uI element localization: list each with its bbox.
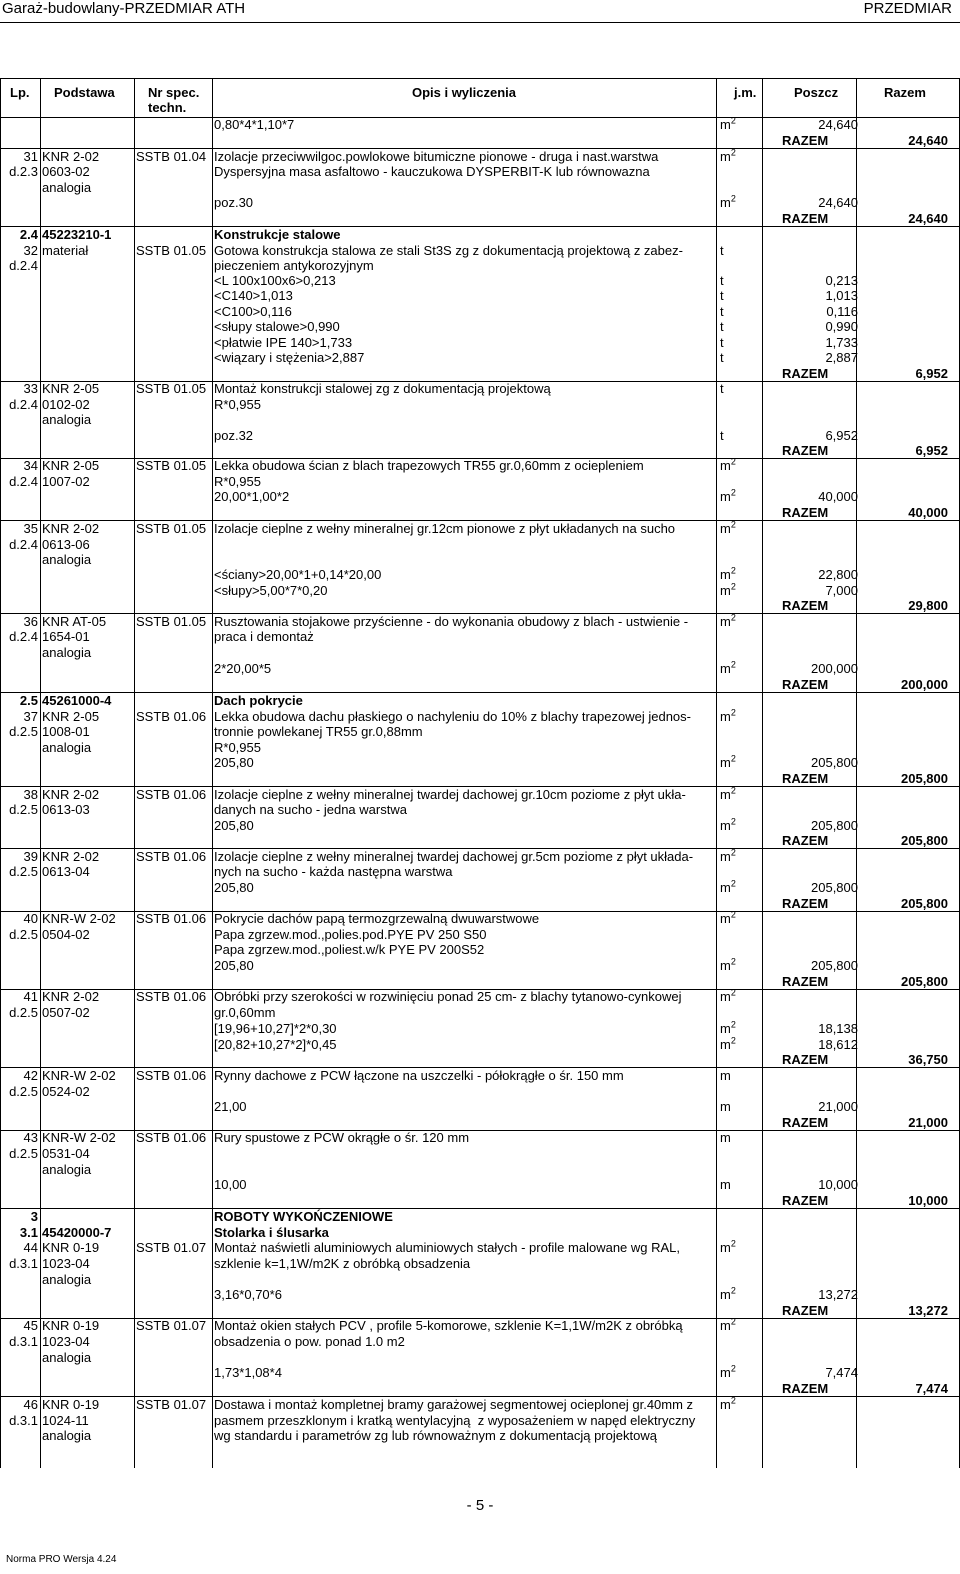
row-description: 2*20,00*5 xyxy=(214,661,272,676)
row-unit: t xyxy=(720,350,724,365)
row-lp: 45 xyxy=(23,1318,38,1333)
column-header-razem: Razem xyxy=(884,85,926,100)
table-column-border xyxy=(40,78,41,1468)
razem-label: RAZEM xyxy=(782,211,829,226)
row-podstawa: KNR 2-05 xyxy=(42,381,100,396)
row-podstawa: 1654-01 xyxy=(42,629,90,644)
row-description: 21,00 xyxy=(214,1099,247,1114)
razem-label: RAZEM xyxy=(782,598,829,613)
row-quantity: 205,800 xyxy=(811,818,858,833)
row-podstawa: 0507-02 xyxy=(42,1005,90,1020)
row-lp: 2.5 xyxy=(19,693,38,708)
row-lp: d.2.4 xyxy=(9,537,38,552)
row-unit: t xyxy=(720,243,724,258)
razem-value: 205,800 xyxy=(901,974,948,989)
row-description: nych na sucho - każda następna warstwa xyxy=(214,864,453,879)
column-header-lp: Lp. xyxy=(10,85,30,100)
table-column-border xyxy=(212,78,213,1468)
row-description: <C100>0,116 xyxy=(214,304,292,319)
column-header-techn: techn. xyxy=(148,100,187,115)
row-quantity: 0,213 xyxy=(825,273,858,288)
row-lp: 2.4 xyxy=(19,227,38,242)
row-podstawa: materiał xyxy=(42,243,89,258)
row-unit: $m^2$ xyxy=(720,878,736,895)
row-podstawa: 0524-02 xyxy=(42,1084,90,1099)
row-description: R*0,955 xyxy=(214,397,261,412)
row-quantity: 24,640 xyxy=(818,195,858,210)
razem-label: RAZEM xyxy=(782,677,829,692)
row-unit: $m^2$ xyxy=(720,193,736,210)
razem-value: 24,640 xyxy=(908,133,948,148)
row-divider xyxy=(0,1208,960,1209)
row-lp: d.3.1 xyxy=(9,1334,38,1349)
row-lp: 42 xyxy=(23,1068,38,1083)
row-description: Dyspersyjna masa asfaltowo - kauczukowa DYSPERBIT-K lub równowazna xyxy=(214,164,650,179)
razem-label: RAZEM xyxy=(782,1303,829,1318)
row-unit: $m^2$ xyxy=(720,612,736,629)
row-quantity: 10,000 xyxy=(818,1177,858,1192)
document-title: Garaż-budowlany-PRZEDMIAR ATH xyxy=(2,0,246,17)
row-unit: t xyxy=(720,381,724,396)
razem-value: 21,000 xyxy=(908,1115,948,1130)
row-description: 205,80 xyxy=(214,958,254,973)
document-type: PRZEDMIAR xyxy=(863,0,952,17)
section-heading: Stolarka i ślusarka xyxy=(214,1225,329,1240)
row-description: wg standardu i parametrów zg lub równoważnym z dokumentacją projektową xyxy=(214,1428,657,1443)
row-lp: d.2.4 xyxy=(9,629,38,644)
razem-value: 205,800 xyxy=(901,833,948,848)
row-podstawa: 0102-02 xyxy=(42,397,90,412)
row-podstawa: KNR AT-05 xyxy=(42,614,107,629)
column-header-opis: Opis i wyliczenia xyxy=(411,85,517,100)
row-description: 205,80 xyxy=(214,880,254,895)
table-column-border xyxy=(716,78,717,1468)
row-podstawa: KNR 0-19 xyxy=(42,1397,100,1412)
row-description: Rynny dachowe z PCW łączone na uszczelki - półokrągłe o śr. 150 mm xyxy=(214,1068,624,1083)
razem-label: RAZEM xyxy=(782,366,829,381)
row-description: Dostawa i montaż kompletnej bramy garażowej segmentowej ocieplonej gr.40mm z xyxy=(214,1397,694,1412)
row-description: Gotowa konstrukcja stalowa ze stali St3S zg z dokumentacją projektową z zabez- xyxy=(214,243,683,258)
row-lp: 35 xyxy=(23,521,38,536)
row-unit: m xyxy=(720,1099,731,1114)
row-unit: $m^2$ xyxy=(720,1395,736,1412)
row-lp: d.2.5 xyxy=(9,1084,38,1099)
razem-value: 6,952 xyxy=(915,443,948,458)
row-description: 205,80 xyxy=(214,818,254,833)
row-podstawa: KNR 2-02 xyxy=(42,521,100,536)
row-lp: 31 xyxy=(23,149,38,164)
row-description: Montaż okien stałych PCV , profile 5-komorowe, szklenie K=1,1W/m2K z obróbką xyxy=(214,1318,683,1333)
row-podstawa: 0531-04 xyxy=(42,1146,90,1161)
razem-value: 13,272 xyxy=(908,1303,948,1318)
row-quantity: 1,733 xyxy=(825,335,858,350)
row-lp: 33 xyxy=(23,381,38,396)
row-description: Obróbki przy szerokości w rozwinięciu ponad 25 cm- z blachy tytanowo-cynkowej xyxy=(214,989,682,1004)
row-unit: $m^2$ xyxy=(720,1363,736,1380)
row-lp: 39 xyxy=(23,849,38,864)
row-lp: d.3.1 xyxy=(9,1413,38,1428)
column-header-poszcz: Poszcz xyxy=(794,85,839,100)
razem-label: RAZEM xyxy=(782,974,829,989)
row-podstawa: KNR 2-02 xyxy=(42,149,100,164)
razem-label: RAZEM xyxy=(782,1381,829,1396)
row-unit: $m^2$ xyxy=(720,1035,736,1052)
row-description: 0,80*4*1,10*7 xyxy=(214,117,295,132)
row-lp: d.2.5 xyxy=(9,724,38,739)
row-description: pieczeniem antykorozyjnym xyxy=(214,258,374,273)
table-column-border xyxy=(762,78,763,1468)
row-description: 205,80 xyxy=(214,755,254,770)
razem-label: RAZEM xyxy=(782,443,829,458)
row-unit: $m^2$ xyxy=(720,487,736,504)
row-podstawa: 45261000-4 xyxy=(42,693,112,708)
row-lp: 38 xyxy=(23,787,38,802)
row-podstawa: analogia xyxy=(42,740,92,755)
column-header-podstawa: Podstawa xyxy=(54,85,115,100)
row-description: <C140>1,013 xyxy=(214,288,293,303)
row-unit: t xyxy=(720,319,724,334)
row-lp: d.3.1 xyxy=(9,1256,38,1271)
row-podstawa: KNR 0-19 xyxy=(42,1318,100,1333)
razem-label: RAZEM xyxy=(782,133,829,148)
row-quantity: 40,000 xyxy=(818,489,858,504)
row-description: [20,82+10,27*2]*0,45 xyxy=(214,1037,337,1052)
row-unit: $m^2$ xyxy=(720,1238,736,1255)
row-quantity: 18,612 xyxy=(818,1037,858,1052)
row-unit: $m^2$ xyxy=(720,1019,736,1036)
row-description: pasmem przeszklonym i kratką wentylacyjną z wyposażeniem w napęd elektryczny xyxy=(214,1413,696,1428)
row-podstawa: 0504-02 xyxy=(42,927,90,942)
row-description: <L 100x100x6>0,213 xyxy=(214,273,336,288)
row-podstawa: 1024-11 xyxy=(42,1413,89,1428)
row-podstawa: analogia xyxy=(42,1272,92,1287)
row-description: <słupy stalowe>0,990 xyxy=(214,319,340,334)
header-divider xyxy=(0,22,960,23)
razem-value: 29,800 xyxy=(908,598,948,613)
row-unit: $m^2$ xyxy=(720,519,736,536)
row-quantity: 200,000 xyxy=(811,661,858,676)
row-podstawa: KNR-W 2-02 xyxy=(42,1130,116,1145)
row-spec: SSTB 01.06 xyxy=(136,1130,207,1145)
row-spec: SSTB 01.06 xyxy=(136,989,207,1004)
row-quantity: 22,800 xyxy=(818,567,858,582)
row-spec: SSTB 01.05 xyxy=(136,521,207,536)
row-spec: SSTB 01.06 xyxy=(136,849,207,864)
row-podstawa: 45420000-7 xyxy=(42,1225,112,1240)
row-quantity: 13,272 xyxy=(818,1287,858,1302)
row-description: szklenie k=1,1W/m2K z obróbką obsadzenia xyxy=(214,1256,471,1271)
row-podstawa: analogia xyxy=(42,645,92,660)
row-lp: d.2.5 xyxy=(9,802,38,817)
table-column-border xyxy=(0,78,1,1468)
row-podstawa: analogia xyxy=(42,1428,92,1443)
row-podstawa: KNR 2-02 xyxy=(42,849,100,864)
row-lp: d.2.5 xyxy=(9,1005,38,1020)
row-spec: SSTB 01.05 xyxy=(136,614,207,629)
row-podstawa: analogia xyxy=(42,552,92,567)
row-unit: $m^2$ xyxy=(720,147,736,164)
section-heading: ROBOTY WYKOŃCZENIOWE xyxy=(214,1209,393,1224)
row-unit: $m^2$ xyxy=(720,956,736,973)
razem-value: 6,952 xyxy=(915,366,948,381)
row-unit: $m^2$ xyxy=(720,565,736,582)
row-quantity: 6,952 xyxy=(825,428,858,443)
row-description: Lekka obudowa ścian z blach trapezowych TR55 gr.0,60mm z ociepleniem xyxy=(214,458,644,473)
row-podstawa: 0613-04 xyxy=(42,864,90,879)
table-column-border xyxy=(856,78,857,1468)
row-quantity: 0,990 xyxy=(825,319,858,334)
row-podstawa: 1008-01 xyxy=(42,724,90,739)
razem-value: 205,800 xyxy=(901,896,948,911)
row-unit: $m^2$ xyxy=(720,753,736,770)
row-unit: $m^2$ xyxy=(720,987,736,1004)
row-description: poz.30 xyxy=(214,195,254,210)
row-unit: $m^2$ xyxy=(720,847,736,864)
row-description: 1,73*1,08*4 xyxy=(214,1365,282,1380)
razem-label: RAZEM xyxy=(782,1115,829,1130)
row-unit: t xyxy=(720,273,724,288)
row-description: [19,96+10,27]*2*0,30 xyxy=(214,1021,337,1036)
row-quantity: 21,000 xyxy=(818,1099,858,1114)
row-podstawa: 1007-02 xyxy=(42,474,90,489)
razem-label: RAZEM xyxy=(782,1193,829,1208)
row-unit: $m^2$ xyxy=(720,909,736,926)
row-quantity: 18,138 xyxy=(818,1021,858,1036)
section-heading: Dach pokrycie xyxy=(214,693,303,708)
row-lp: 3 xyxy=(30,1209,38,1224)
table-top-border xyxy=(0,78,960,79)
razem-value: 205,800 xyxy=(901,771,948,786)
row-description: Izolacje przeciwwilgoc.powlokowe bitumiczne pionowe - druga i nast.warstwa xyxy=(214,149,659,164)
row-podstawa: 45223210-1 xyxy=(42,227,112,242)
row-podstawa: KNR-W 2-02 xyxy=(42,1068,116,1083)
row-quantity: 205,800 xyxy=(811,880,858,895)
row-podstawa: 0613-06 xyxy=(42,537,90,552)
row-unit: t xyxy=(720,335,724,350)
row-description: obsadzenia o pow. ponad 1.0 m2 xyxy=(214,1334,405,1349)
row-unit: $m^2$ xyxy=(720,1285,736,1302)
row-unit: $m^2$ xyxy=(720,1316,736,1333)
row-description: 10,00 xyxy=(214,1177,247,1192)
row-unit: $m^2$ xyxy=(720,816,736,833)
row-description: <słupy>5,00*7*0,20 xyxy=(214,583,328,598)
razem-label: RAZEM xyxy=(782,833,829,848)
row-lp: d.2.5 xyxy=(9,864,38,879)
row-quantity: 0,116 xyxy=(826,304,858,319)
row-unit: $m^2$ xyxy=(720,707,736,724)
column-header-nr-spec: Nr spec. xyxy=(148,85,200,100)
row-lp: d.2.3 xyxy=(9,164,38,179)
row-quantity: 2,887 xyxy=(825,350,858,365)
row-lp: 32 xyxy=(23,243,38,258)
row-description: Montaż konstrukcji stalowej zg z dokumentacją projektową xyxy=(214,381,551,396)
row-podstawa: KNR-W 2-02 xyxy=(42,911,116,926)
row-lp: 34 xyxy=(23,458,38,473)
row-podstawa: KNR 2-05 xyxy=(42,709,100,724)
row-lp: d.2.5 xyxy=(9,1146,38,1161)
row-description: Izolacje cieplne z wełny mineralnej twardej dachowej gr.10cm poziome z płyt ukła- xyxy=(214,787,686,802)
row-unit: $m^2$ xyxy=(720,581,736,598)
row-description: Papa zgrzew.mod.,polies.pod.PYE PV 250 S50 xyxy=(214,927,487,942)
row-unit: m xyxy=(720,1068,731,1083)
row-description: R*0,955 xyxy=(214,474,261,489)
row-lp: d.2.4 xyxy=(9,474,38,489)
razem-value: 7,474 xyxy=(915,1381,948,1396)
row-quantity: 205,800 xyxy=(811,958,858,973)
row-podstawa: KNR 2-05 xyxy=(42,458,100,473)
row-podstawa: analogia xyxy=(42,1162,92,1177)
row-description: tronnie powlekanej TR55 gr.0,88mm xyxy=(214,724,423,739)
row-quantity: 24,640 xyxy=(818,117,858,132)
razem-label: RAZEM xyxy=(782,771,829,786)
row-unit: m xyxy=(720,1177,731,1192)
row-description: Lekka obudowa dachu płaskiego o nachyleniu do 10% z blachy trapezowej jednos- xyxy=(214,709,691,724)
row-spec: SSTB 01.04 xyxy=(136,149,207,164)
row-podstawa: 1023-04 xyxy=(42,1256,90,1271)
row-lp: d.2.4 xyxy=(9,258,38,273)
row-lp: 44 xyxy=(23,1240,38,1255)
row-unit: t xyxy=(720,428,724,443)
row-description: Izolacje cieplne z wełny mineralnej twardej dachowej gr.5cm poziome z płyt układa- xyxy=(214,849,694,864)
row-lp: 37 xyxy=(23,709,38,724)
row-spec: SSTB 01.05 xyxy=(136,458,207,473)
section-heading: Konstrukcje stalowe xyxy=(214,227,341,242)
row-description: Montaż naświetli aluminiowych aluminiowych stałych - profile malowane wg RAL, xyxy=(214,1240,681,1255)
row-quantity: 205,800 xyxy=(811,755,858,770)
row-podstawa: analogia xyxy=(42,412,92,427)
row-unit: $m^2$ xyxy=(720,115,736,132)
row-quantity: 7,000 xyxy=(825,583,858,598)
row-description: poz.32 xyxy=(214,428,254,443)
row-spec: SSTB 01.07 xyxy=(136,1240,207,1255)
razem-value: 10,000 xyxy=(908,1193,948,1208)
row-spec: SSTB 01.05 xyxy=(136,243,207,258)
row-podstawa: KNR 0-19 xyxy=(42,1240,100,1255)
row-podstawa: 0603-02 xyxy=(42,164,90,179)
row-podstawa: KNR 2-02 xyxy=(42,989,100,1004)
row-description: Pokrycie dachów papą termozgrzewalną dwuwarstwowe xyxy=(214,911,540,926)
table-column-border xyxy=(134,78,135,1468)
row-description: Rusztowania stojakowe przyścienne - do wykonania obudowy z blach - ustwienie - xyxy=(214,614,689,629)
row-quantity: 7,474 xyxy=(825,1365,858,1380)
row-podstawa: 0613-03 xyxy=(42,802,90,817)
row-unit: m xyxy=(720,1130,731,1145)
page-number: - 5 - xyxy=(466,1497,494,1514)
row-lp: 3.1 xyxy=(19,1225,38,1240)
row-lp: 40 xyxy=(23,911,38,926)
row-lp: 43 xyxy=(23,1130,38,1145)
razem-value: 40,000 xyxy=(908,505,948,520)
row-description: <ściany>20,00*1+0,14*20,00 xyxy=(214,567,382,582)
row-lp: d.2.4 xyxy=(9,397,38,412)
row-unit: $m^2$ xyxy=(720,456,736,473)
row-description: <wiązary i stężenia>2,887 xyxy=(214,350,365,365)
row-spec: SSTB 01.07 xyxy=(136,1397,207,1412)
row-lp: 41 xyxy=(23,989,38,1004)
row-description: Rury spustowe z PCW okrągłe o śr. 120 mm xyxy=(214,1130,470,1145)
row-description: 3,16*0,70*6 xyxy=(214,1287,282,1302)
row-unit: $m^2$ xyxy=(720,659,736,676)
row-description: Izolacje cieplne z wełny mineralnej gr.12cm pionowe z płyt układanych na sucho xyxy=(214,521,676,536)
row-unit: t xyxy=(720,288,724,303)
row-lp: 36 xyxy=(23,614,38,629)
row-unit: t xyxy=(720,304,724,319)
razem-value: 200,000 xyxy=(901,677,948,692)
row-spec: SSTB 01.06 xyxy=(136,1068,207,1083)
row-lp: 46 xyxy=(23,1397,38,1412)
row-description: R*0,955 xyxy=(214,740,261,755)
razem-value: 24,640 xyxy=(908,211,948,226)
row-description: danych na sucho - jedna warstwa xyxy=(214,802,407,817)
row-podstawa: 1023-04 xyxy=(42,1334,90,1349)
razem-label: RAZEM xyxy=(782,1052,829,1067)
row-podstawa: analogia xyxy=(42,180,92,195)
row-divider xyxy=(0,692,960,693)
razem-value: 36,750 xyxy=(908,1052,948,1067)
razem-label: RAZEM xyxy=(782,896,829,911)
row-spec: SSTB 01.05 xyxy=(136,381,207,396)
row-lp: d.2.5 xyxy=(9,927,38,942)
row-description: <płatwie IPE 140>1,733 xyxy=(214,335,353,350)
row-unit: $m^2$ xyxy=(720,785,736,802)
row-description: gr.0,60mm xyxy=(214,1005,276,1020)
row-podstawa: KNR 2-02 xyxy=(42,787,100,802)
row-description: 20,00*1,00*2 xyxy=(214,489,290,504)
row-description: praca i demontaż xyxy=(214,629,314,644)
row-quantity: 1,013 xyxy=(825,288,858,303)
row-divider xyxy=(0,226,960,227)
row-spec: SSTB 01.06 xyxy=(136,787,207,802)
software-version-footer: Norma PRO Wersja 4.24 xyxy=(6,1554,117,1565)
razem-label: RAZEM xyxy=(782,505,829,520)
row-spec: SSTB 01.07 xyxy=(136,1318,207,1333)
row-spec: SSTB 01.06 xyxy=(136,911,207,926)
column-header-jm: j.m. xyxy=(734,85,757,100)
row-spec: SSTB 01.06 xyxy=(136,709,207,724)
row-podstawa: analogia xyxy=(42,1350,92,1365)
row-description: Papa zgrzew.mod.,poliest.w/k PYE PV 200S52 xyxy=(214,942,485,957)
